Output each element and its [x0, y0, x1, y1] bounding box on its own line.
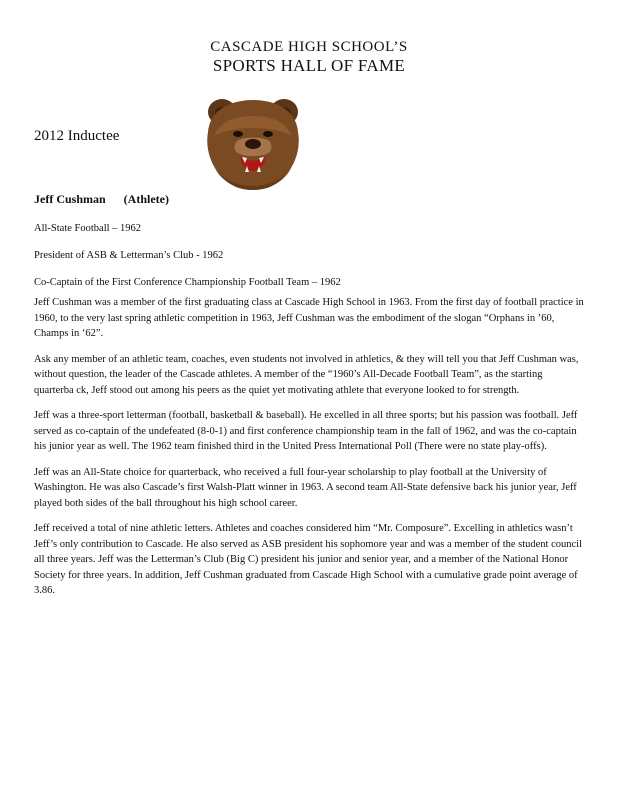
hall-of-fame-title: SPORTS HALL OF FAME: [212, 56, 406, 75]
athlete-heading: [34, 192, 169, 207]
athlete-name: Jeff Cushman: [34, 192, 106, 206]
bear-head-icon: [200, 92, 306, 192]
page-header: [0, 38, 618, 76]
honors-list: [34, 222, 584, 303]
athlete-category: (Athlete): [123, 192, 169, 206]
bio-paragraph: Jeff received a total of nine athletic letters. Athletes and coaches considered him “Mr. Composure”. Excelling in athletics wasn’t Jeff’s only contribution to Cascade. He also served as ASB president his sophomore year and was a member of the student council all three years. Jeff was the Letterman’s Club (Big C) president his junior and senior year, and a member of the National Honor Society for three years. In addition, Jeff Cushman graduated from Cascade High School with a cumulative grade point average of 3.86.: [34, 523, 583, 596]
bio-paragraph: Ask any member of an athletic team, coaches, even students not involved in athletics, & they will tell you that Jeff Cushman was, without question, the leader of the Cascade athletes. A member of the “1960’s All-Decade Football Team”, as the starting quarterba ck, Jeff stood out among his peers as the quiet yet motivating athlete that everyone looked to for strength.: [34, 353, 579, 396]
bio-paragraph: Jeff Cushman was a member of the first graduating class at Cascade High School in 1963. From the first day of football practice in 1960, to the very last spring athletic competition in 1963, Jeff Cushman was the embodiment of the slogan “Orphans in ’60, Champs in ‘62”.: [34, 297, 584, 339]
school-title: CASCADE HIGH SCHOOL’S: [210, 39, 408, 55]
bio-paragraph: Jeff was a three-sport letterman (football, basketball & baseball). He excelled in all three sports; but his passion was football. Jeff served as co-captain of the undefeated (8-0-1) and first conference championship team in the fall of 1962, and was the co-captain his junior year as well. The 1962 team finished third in the United Press International Poll (There were no state play-offs).: [34, 410, 578, 452]
inductee-year: 2012 Inductee: [34, 128, 120, 144]
bio-paragraph: Jeff was an All-State choice for quarterback, who received a full four-year scholarship to play football at the University of Washington. He was also Cascade’s first Walsh-Platt winner in 1963. A second team All-State defensive back his junior year, Jeff played both sides of the ball throughout his high school career.: [34, 466, 577, 509]
honor-item: Co-Captain of the First Conference Championship Football Team – 1962: [34, 277, 341, 288]
biography: [34, 295, 584, 609]
honor-item: President of ASB & Letterman’s Club - 1962: [34, 250, 224, 261]
honor-item: All-State Football – 1962: [34, 223, 142, 234]
